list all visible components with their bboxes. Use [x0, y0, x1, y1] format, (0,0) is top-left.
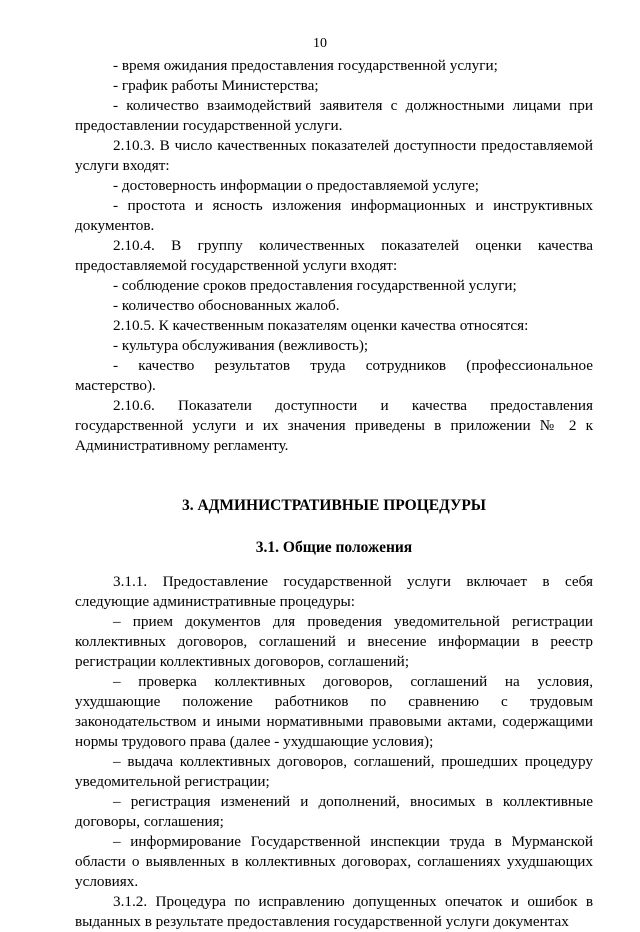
document-body: [75, 56, 593, 932]
paragraph: 2.10.4. В группу количественных показателей оценки качества предоставляемой государственной услуги входят:: [75, 237, 593, 274]
paragraph: - количество взаимодействий заявителя с должностными лицами при предоставлении государственной услуги.: [75, 97, 593, 134]
paragraph: - время ожидания предоставления государственной услуги;: [113, 57, 498, 74]
paragraph: 3.1.1. Предоставление государственной услуги включает в себя следующие административные процедуры:: [75, 573, 593, 610]
paragraph: 2.10.3. В число качественных показателей доступности предоставляемой услуги входят:: [75, 137, 593, 174]
page-number: 10: [313, 36, 327, 51]
list-item: – регистрация изменений и дополнений, вносимых в коллективные договоры, соглашения;: [75, 793, 593, 830]
paragraph: - качество результатов труда сотрудников (профессиональное мастерство).: [75, 357, 593, 394]
paragraph: - график работы Министерства;: [113, 77, 319, 94]
list-item: – информирование Государственной инспекции труда в Мурманской области о выявленных в коллективных договорах, соглашениях ухудшающих условиях.: [75, 833, 593, 890]
list-item: – выдача коллективных договоров, соглашений, прошедших процедуру уведомительной регистрации;: [75, 753, 593, 790]
paragraph: - культура обслуживания (вежливость);: [113, 337, 369, 354]
paragraph: - количество обоснованных жалоб.: [113, 297, 340, 314]
paragraph: 3.1.2. Процедура по исправлению допущенных опечаток и ошибок в выданных в результате предоставления государственной услуги документах: [75, 893, 593, 930]
paragraph: - достоверность информации о предоставляемой услуге;: [113, 177, 479, 194]
paragraph: - простота и ясность изложения информационных и инструктивных документов.: [75, 197, 593, 234]
paragraph: - соблюдение сроков предоставления государственной услуги;: [113, 277, 517, 294]
list-item: – проверка коллективных договоров, соглашений на условия, ухудшающие положение работников по сравнению с трудовым законодательством и иными нормативными правовыми актами, содержащими нормы трудового права (далее - ухудшающие условия);: [75, 673, 593, 750]
section-heading: 3. АДМИНИСТРАТИВНЫЕ ПРОЦЕДУРЫ: [181, 497, 487, 514]
subsection-heading: 3.1. Общие положения: [255, 539, 413, 556]
paragraph: 2.10.5. К качественным показателям оценки качества относятся:: [113, 317, 529, 334]
list-item: – прием документов для проведения уведомительной регистрации коллективных договоров, соглашений и внесение информации в реестр регистрации коллективных договоров, соглашений;: [75, 613, 593, 670]
paragraph: 2.10.6. Показатели доступности и качества предоставления государственной услуги и их значения приведены в приложении № 2 к Административному регламенту.: [75, 397, 593, 454]
